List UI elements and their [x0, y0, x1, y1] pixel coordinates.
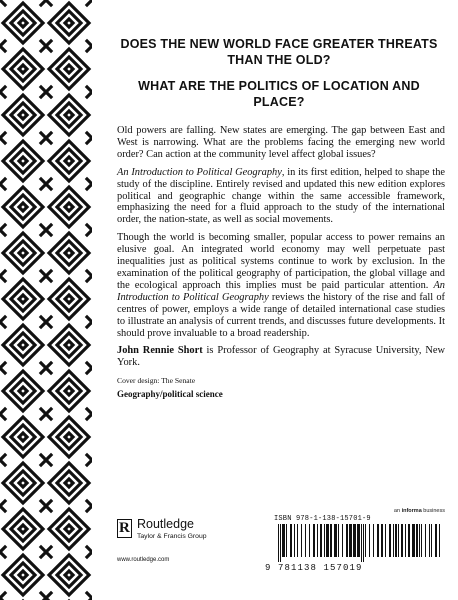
barcode-bar [373, 524, 374, 557]
barcode-bar [330, 524, 332, 557]
barcode-bar [395, 524, 397, 557]
barcode-bar [435, 524, 437, 557]
barcode-bar [419, 524, 420, 557]
barcode-bar [381, 524, 383, 557]
barcode-digits: 9 781138 157019 [265, 563, 363, 573]
barcode-bar [425, 524, 426, 557]
barcode-bar [286, 524, 287, 557]
barcode-bar [389, 524, 391, 557]
barcode-bar [294, 524, 295, 557]
barcode-bar [393, 524, 394, 557]
cover-design-credit: Cover design: The Senate [117, 376, 196, 386]
barcode-bar [313, 524, 315, 557]
informa-tagline: an informa business [393, 508, 445, 514]
barcode-bar [297, 524, 298, 557]
author-bio-text: is Professor of Geography at Syracuse University, New York. [117, 345, 445, 369]
barcode-bar [334, 524, 337, 557]
barcode-bar [357, 524, 360, 557]
book-title: An Introduction to Political Geography [117, 279, 445, 303]
barcode-bar [317, 524, 318, 557]
barcode-bar [369, 524, 370, 557]
barcode-bar [398, 524, 399, 557]
blurb-paragraph-3-start: Though the world is becoming smaller, popular access to power remains an elusive goal. An integrated world economy may well perpetuate past inequalities just as political systems continue to work by exclusion. In the examination of the political geography of participation, the global village and the ecological approach this implies must be paid particular attention. [117, 232, 445, 291]
back-cover-blurb [117, 125, 445, 401]
barcode-bar [301, 524, 302, 557]
barcode-bar [412, 524, 415, 557]
barcode-bar [309, 524, 310, 557]
barcode-bar [338, 524, 339, 557]
book-title: An Introduction to Political Geography [117, 166, 282, 178]
barcode-bar [349, 524, 352, 557]
barcode-bar [401, 524, 403, 557]
isbn-label: ISBN 978-1-138-15701-9 [274, 515, 371, 523]
headline-question-2: WHAT ARE THE POLITICS OF LOCATION AND PLACE? [138, 79, 420, 109]
barcode-bar [439, 524, 440, 557]
decorative-key-pattern-border [0, 0, 92, 600]
barcode-bar [421, 524, 422, 557]
barcode-bar [326, 524, 329, 557]
barcode-bar [363, 524, 364, 562]
author-bio [117, 345, 445, 369]
routledge-logo-icon: R [117, 519, 132, 538]
barcode-bar [353, 524, 356, 557]
blurb-paragraph-3-end: reviews the history of the rise and fall of centres of power, employs a wide range of detailed international case studies to illustrate an analysis of current trends, and discusses future developments. It should prove invaluable to a broad readership. [117, 291, 445, 339]
author-name: John Rennie Short [117, 345, 203, 357]
barcode-bar [305, 524, 306, 557]
publisher-name: Routledge [137, 517, 194, 531]
barcode-bar [278, 524, 279, 562]
barcode-bar [385, 524, 386, 557]
blurb-paragraph-1: Old powers are falling. New states are emerging. The gap between East and West is narrowing. What are the problems facing the emerging new world order? Can action at the community level affect global issues? [117, 125, 445, 160]
publisher-website: www.routledge.com [117, 557, 170, 563]
barcode-bar [324, 524, 325, 557]
barcode-bar [342, 524, 343, 557]
barcode-bar [346, 524, 348, 557]
blurb-paragraph-3 [117, 232, 445, 339]
barcode-bar [282, 524, 285, 557]
barcode-bar [280, 524, 281, 562]
subject-category: Geography/political science [117, 389, 223, 400]
publisher-group: Taylor & Francis Group [137, 533, 207, 540]
barcode-bar [320, 524, 322, 557]
barcode [276, 524, 444, 562]
barcode-bar [429, 524, 430, 557]
barcode-bar [431, 524, 432, 557]
barcode-bar [290, 524, 292, 557]
barcode-bar [408, 524, 410, 557]
barcode-bar [377, 524, 379, 557]
barcode-bar [361, 524, 362, 562]
barcode-bar [416, 524, 418, 557]
barcode-bar [405, 524, 406, 557]
blurb-paragraph-2 [117, 167, 445, 227]
headline-question-1: DOES THE NEW WORLD FACE GREATER THREATS THAN THE OLD? [120, 37, 438, 67]
barcode-bar [365, 524, 366, 557]
blurb-paragraph-2-text: , in its first edition, helped to shape the study of the discipline. Entirely revised and updated this new edition explores political and geographic change within the same accessible framework, emphasizing the need for a fluid approach to the study of the international order, the nation-state, as well as social movements. [117, 166, 445, 226]
